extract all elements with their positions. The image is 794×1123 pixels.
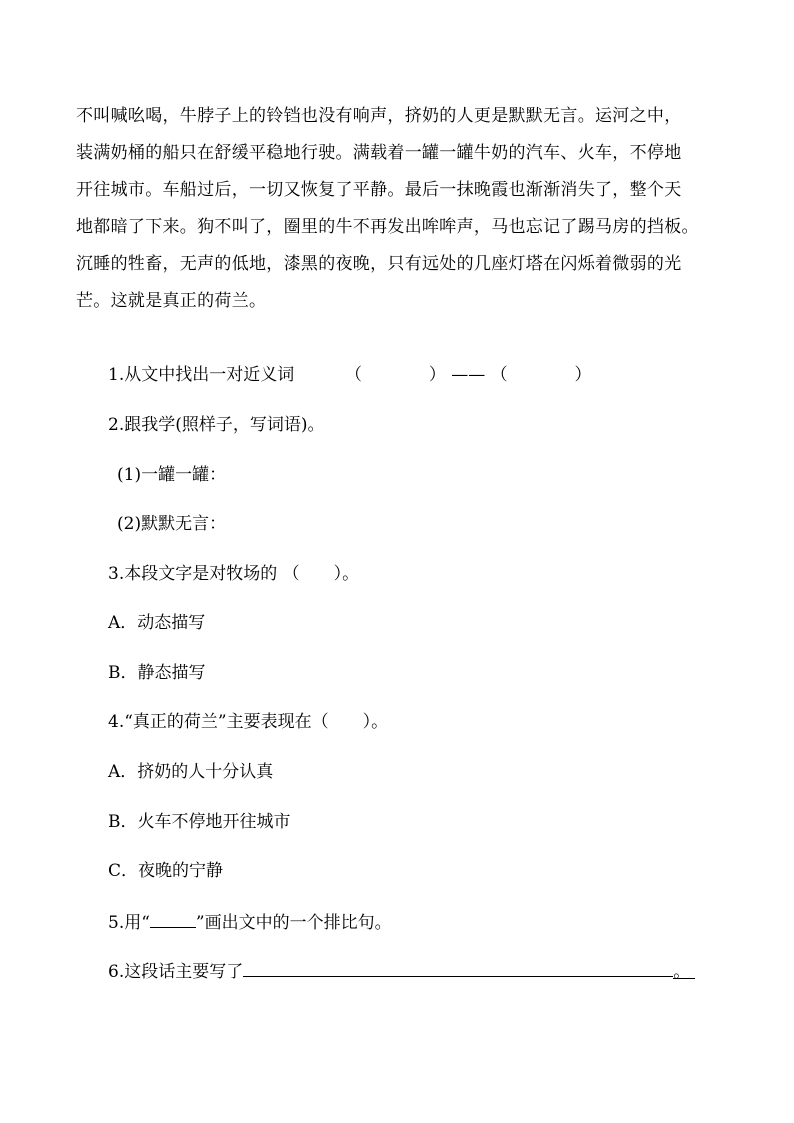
question-3-option-a[interactable]: A．动态描写 — [108, 613, 206, 633]
question-2-sub-1: (1)一罐一罐： — [117, 465, 227, 485]
underline-mark — [150, 909, 196, 928]
question-5-prefix: 5.用“ — [108, 913, 150, 933]
answer-paren-open-1: （ — [345, 365, 363, 385]
answer-paren-open-2: （ — [490, 365, 508, 385]
reading-passage — [76, 98, 736, 320]
question-2: 2.跟我学(照样子，写词语)。 — [108, 415, 325, 435]
question-6-text: 6.这段话主要写了 — [108, 962, 244, 982]
passage-line: 开往城市。车船过后，一切又恢复了平静。最后一抹晚霞也渐渐消失了，整个天 — [76, 180, 682, 200]
answer-line-6[interactable] — [243, 958, 673, 977]
answer-paren-close-2: ） — [574, 365, 592, 385]
question-4-option-b[interactable]: B．火车不停地开往城市 — [108, 812, 291, 832]
question-4-option-c[interactable]: C．夜晚的宁静 — [108, 861, 224, 881]
answer-line-6-end — [673, 960, 695, 982]
question-4: 4.“真正的荷兰”主要表现在（ ）。 — [108, 712, 389, 732]
answer-dash: —— — [451, 365, 486, 385]
question-3-option-b[interactable]: B．静态描写 — [108, 663, 206, 683]
question-4-option-a[interactable]: A．挤奶的人十分认真 — [108, 762, 274, 782]
answer-paren-close-1: ） — [428, 365, 446, 385]
question-1-text: 1.从文中找出一对近义词 — [108, 365, 295, 385]
passage-line: 不叫喊吆喝，牛脖子上的铃铛也没有响声，挤奶的人更是默默无言。运河之中， — [76, 106, 682, 126]
question-5-suffix: ”画出文中的一个排比句。 — [195, 913, 392, 933]
question-3: 3.本段文字是对牧场的 （ ）。 — [108, 564, 360, 584]
question-1 — [108, 363, 591, 387]
question-6-end-mark: 。 — [673, 962, 691, 982]
question-2-sub-2: (2)默默无言： — [117, 514, 227, 534]
passage-line: 地都暗了下来。狗不叫了，圈里的牛不再发出哞哞声，马也忘记了踢马房的挡板。 — [76, 217, 699, 237]
passage-line: 沉睡的牲畜，无声的低地，漆黑的夜晚，只有远处的几座灯塔在闪烁着微弱的光 — [76, 254, 682, 274]
passage-line: 芒。这就是真正的荷兰。 — [76, 291, 267, 311]
question-6 — [108, 958, 695, 984]
question-5 — [108, 909, 392, 935]
passage-line: 装满奶桶的船只在舒缓平稳地行驶。满载着一罐一罐牛奶的汽车、火车，不停地 — [76, 143, 682, 163]
